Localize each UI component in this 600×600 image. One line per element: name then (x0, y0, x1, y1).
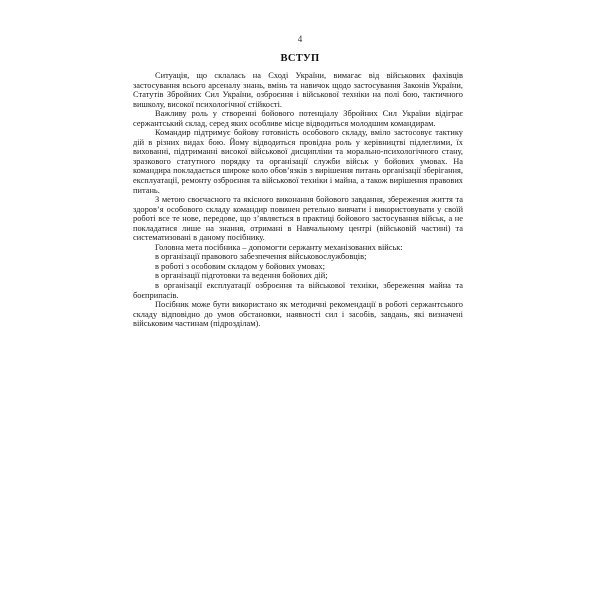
list-item: в роботі з особовим складом у бойових умовах; (155, 261, 325, 271)
list-item: в організації підготовки та ведення бойових дій; (155, 271, 328, 281)
list-item: в організації експлуатації озброєння та військової техніки, збереження майна та боєприпасів. (133, 281, 463, 300)
document-body (133, 71, 463, 329)
goal-list (133, 252, 463, 300)
paragraph-sergeant-role: Важливу роль у створенні бойового потенціалу Збройних Сил України відіграє сержантський склад, серед яких особливе місце відводиться молодшим командирам. (133, 109, 463, 128)
page-title: ВСТУП (280, 53, 320, 64)
paragraph-situation: Ситуація, що склалась на Сході України, вимагає від військових фахівців застосування всього арсеналу знань, вмінь та навичок щодо застосування Законів України, Статутів Збройних Сил України, озброєння і військової техніки на полі бою, тактичного вишколу, високої психологічної стійкості. (133, 71, 463, 109)
paragraph-manual-goal: Головна мета посібника – допомогти сержанту механізованих військ: (155, 242, 403, 252)
paragraph-usage: Посібник може бути використано як методичні рекомендації в роботі сержантського складу відповідно до умов обстановки, наявності сил і засобів, завдань, які визначені військовим частинам (підрозділам). (133, 300, 463, 329)
list-item: в організації правового забезпечення військовослужбовців; (155, 252, 367, 262)
paragraph-mission-execution: З метою своєчасного та якісного виконання бойового завдання, збереження життя та здоров’я особового складу командир повинен ретельно вивчати і використовувати у своїй роботі все те нове, передове, що з’являється в практиці бойового застосування військ, а не покладатися лише на знання, отримані в Навчальному центрі (військовій частині) та систематизовані в даному посібнику. (133, 195, 463, 243)
page-number: 4 (297, 34, 303, 44)
paragraph-commander-duties: Командир підтримує бойову готовність особового складу, вміло застосовує тактику дій в різних видах бою. Йому відводиться провідна роль у керівництві підлеглими, їх вихованні, підтриманні високої військової дисципліни та морально-психологічного стану, зразкового статутного порядку та організації служби військ у бойових умовах. На командира покладається широке коло обов’язків з вирішення питань організації зберігання, експлуатації, ремонту озброєння та військової техніки і майна, а також вирішення правових питань. (133, 128, 463, 195)
